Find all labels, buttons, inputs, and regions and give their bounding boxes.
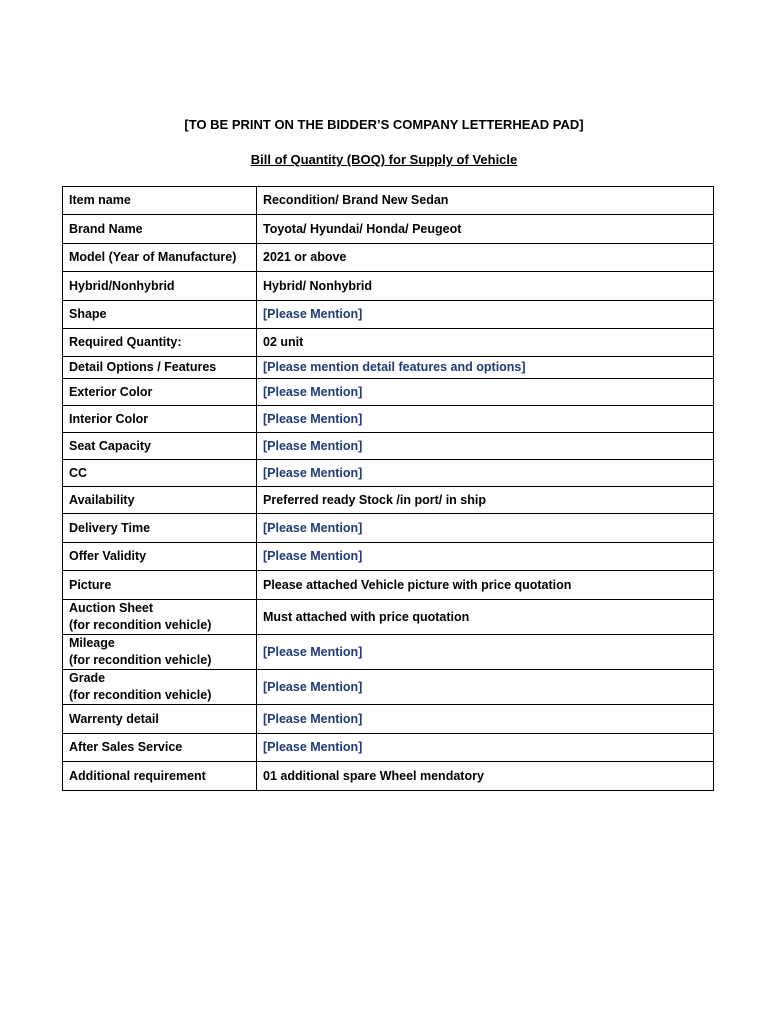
letterhead-instruction: [TO BE PRINT ON THE BIDDER’S COMPANY LETTERHEAD PAD] [184,117,584,132]
row-value-placeholder: [Please Mention] [257,460,714,487]
row-value-placeholder: [Please Mention] [257,514,714,543]
row-label: Additional requirement [63,762,257,791]
row-label: Shape [63,301,257,329]
boq-table [62,186,714,791]
table-row [63,301,714,329]
row-value-placeholder: [Please Mention] [257,543,714,571]
row-value: Toyota/ Hyundai/ Honda/ Peugeot [257,215,714,244]
row-label: Required Quantity: [63,329,257,357]
table-row [63,272,714,301]
row-label: Interior Color [63,406,257,433]
row-value-placeholder: [Please Mention] [257,670,714,705]
row-label: Offer Validity [63,543,257,571]
row-value-placeholder: [Please Mention] [257,734,714,762]
row-value-placeholder: [Please Mention] [257,379,714,406]
row-label: Seat Capacity [63,433,257,460]
row-label: Availability [63,487,257,514]
row-label-sub: (for recondition vehicle) [69,688,212,702]
row-value-placeholder: [Please mention detail features and options] [257,357,714,379]
row-label-sub: (for recondition vehicle) [69,618,212,632]
table-row [63,705,714,734]
table-row [63,762,714,791]
table-row [63,357,714,379]
row-value: Recondition/ Brand New Sedan [257,187,714,215]
row-value: 2021 or above [257,244,714,272]
row-label: Exterior Color [63,379,257,406]
row-value-placeholder: [Please Mention] [257,433,714,460]
row-value-placeholder: [Please Mention] [257,301,714,329]
table-row [63,244,714,272]
table-row [63,329,714,357]
table-row [63,406,714,433]
row-value: 01 additional spare Wheel mendatory [257,762,714,791]
row-label: Model (Year of Manufacture) [63,244,257,272]
row-label [63,670,257,705]
table-row [63,433,714,460]
row-label-sub: (for recondition vehicle) [69,653,212,667]
row-label: CC [63,460,257,487]
table-row [63,187,714,215]
table-row [63,215,714,244]
row-value: Preferred ready Stock /in port/ in ship [257,487,714,514]
row-value: Please attached Vehicle picture with price quotation [257,571,714,600]
table-row [63,514,714,543]
row-label [63,635,257,670]
table-row [63,487,714,514]
row-label: Picture [63,571,257,600]
row-label: Detail Options / Features [63,357,257,379]
row-label: Delivery Time [63,514,257,543]
row-label-main: Mileage [69,636,115,650]
row-label: Warrenty detail [63,705,257,734]
table-row [63,600,714,635]
table-row [63,543,714,571]
row-value: Must attached with price quotation [257,600,714,635]
row-label-main: Auction Sheet [69,601,154,615]
row-label: After Sales Service [63,734,257,762]
table-row [63,460,714,487]
row-value: 02 unit [257,329,714,357]
row-value-placeholder: [Please Mention] [257,705,714,734]
row-label: Brand Name [63,215,257,244]
row-value-placeholder: [Please Mention] [257,635,714,670]
document-title: Bill of Quantity (BOQ) for Supply of Vehicle [250,152,518,167]
table-row [63,571,714,600]
row-value-placeholder: [Please Mention] [257,406,714,433]
table-row [63,635,714,670]
row-label [63,600,257,635]
row-label: Item name [63,187,257,215]
row-label-main: Grade [69,671,106,685]
table-row [63,734,714,762]
row-value: Hybrid/ Nonhybrid [257,272,714,301]
table-row [63,670,714,705]
row-label: Hybrid/Nonhybrid [63,272,257,301]
table-row [63,379,714,406]
